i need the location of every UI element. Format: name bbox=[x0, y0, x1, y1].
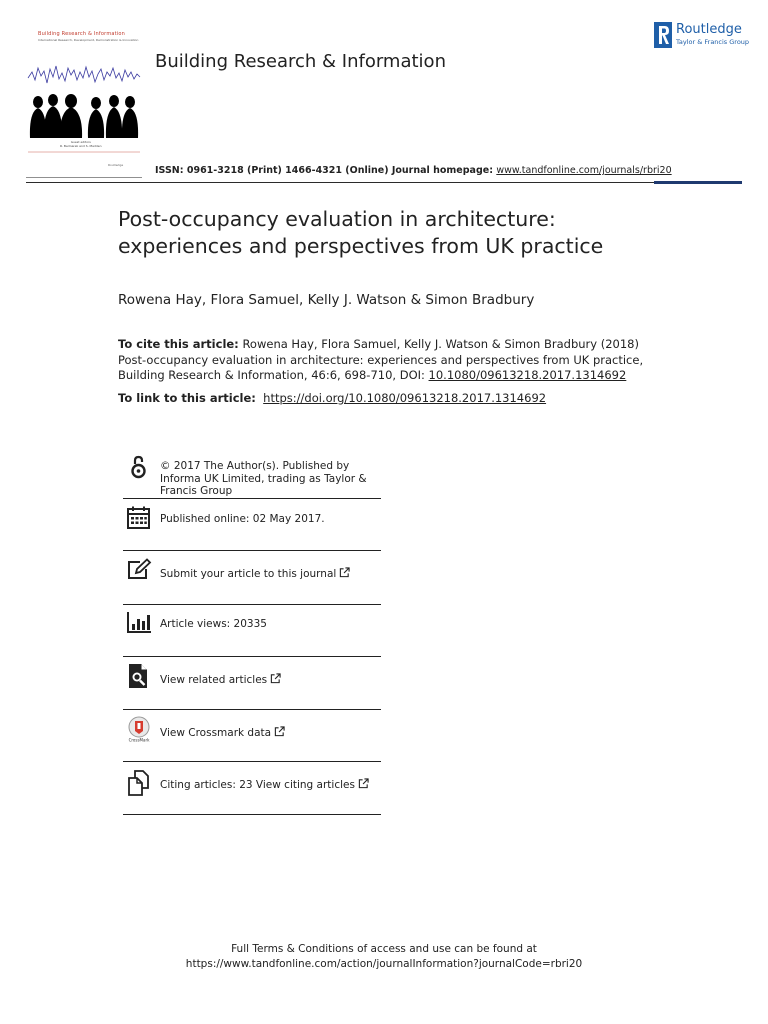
crossmark-row[interactable] bbox=[123, 710, 381, 762]
header-divider bbox=[26, 182, 654, 183]
submit-article-row[interactable] bbox=[123, 552, 381, 605]
cover-publisher: Routledge bbox=[108, 163, 124, 167]
cover-editors bbox=[60, 140, 102, 148]
svg-text:CrossMark: CrossMark bbox=[128, 737, 150, 742]
external-link-icon bbox=[339, 567, 350, 578]
link-label: To link to this article: bbox=[118, 391, 256, 405]
citation-block bbox=[118, 337, 658, 384]
open-access-icon bbox=[126, 454, 152, 480]
article-doi-link[interactable]: https://doi.org/10.1080/09613218.2017.1314692 bbox=[263, 391, 547, 405]
terms-footer-text: Full Terms & Conditions of access and use can be found at bbox=[231, 943, 537, 955]
row-divider bbox=[123, 550, 381, 551]
cite-text: Rowena Hay, Flora Samuel, Kelly J. Watson & Simon Bradbury (2018) Post-occupancy evaluation in architecture: experiences and perspectives from UK practice, Building Research & Information, 46:6, 698-710, DOI: bbox=[118, 337, 644, 382]
routledge-logo-icon bbox=[654, 22, 672, 48]
cover-editors-label: Guest editors bbox=[70, 140, 91, 144]
terms-footer-url[interactable]: https://www.tandfonline.com/action/journalInformation?journalCode=rbri20 bbox=[185, 958, 583, 970]
calendar-icon bbox=[126, 505, 152, 531]
crossmark-icon bbox=[126, 716, 152, 742]
cite-doi-link[interactable]: 10.1080/09613218.2017.1314692 bbox=[428, 368, 627, 382]
citing-articles-link[interactable]: Citing articles: 23 View citing articles bbox=[160, 779, 355, 791]
article-link-line bbox=[118, 391, 546, 405]
open-access-row bbox=[123, 452, 381, 500]
external-link-icon bbox=[274, 726, 285, 737]
edit-icon bbox=[126, 558, 152, 584]
article-views-row bbox=[123, 605, 381, 657]
external-link-icon bbox=[270, 673, 281, 684]
terms-footer bbox=[0, 942, 768, 972]
issn-line bbox=[155, 165, 672, 176]
routledge-brand-subtitle: Taylor & Francis Group bbox=[676, 38, 750, 46]
journal-name: Building Research & Information bbox=[155, 51, 446, 72]
open-access-text: © 2017 The Author(s). Published by Informa UK Limited, trading as Taylor & Francis Group bbox=[160, 460, 367, 497]
submit-article-link[interactable]: Submit your article to this journal bbox=[160, 568, 337, 580]
routledge-brand-name: Routledge bbox=[676, 22, 742, 37]
journal-cover-image bbox=[26, 28, 142, 178]
cover-journal-title: Building Research & Information bbox=[38, 31, 126, 37]
article-title: Post-occupancy evaluation in architecture: experiences and perspectives from UK practice bbox=[118, 207, 604, 258]
cite-label: To cite this article: bbox=[118, 337, 239, 351]
bar-chart-icon bbox=[126, 610, 152, 636]
related-articles-link[interactable]: View related articles bbox=[160, 674, 268, 686]
row-divider bbox=[123, 814, 381, 815]
citing-documents-icon bbox=[126, 770, 152, 796]
article-views-text: Article views: 20335 bbox=[160, 618, 267, 630]
related-articles-row[interactable] bbox=[123, 657, 381, 710]
cover-journal-subtitle: International Research, Development, Demonstration & Innovation bbox=[38, 38, 139, 42]
journal-homepage-link[interactable]: www.tandfonline.com/journals/rbri20 bbox=[496, 165, 672, 176]
search-document-icon bbox=[126, 663, 152, 689]
issn-text: ISSN: 0961-3218 (Print) 1466-4321 (Online) Journal homepage: bbox=[155, 165, 497, 176]
published-text: Published online: 02 May 2017. bbox=[160, 513, 325, 525]
citing-articles-row[interactable] bbox=[123, 762, 381, 816]
header-accent-divider bbox=[654, 181, 742, 184]
crossmark-link[interactable]: View Crossmark data bbox=[160, 727, 272, 739]
published-row bbox=[123, 500, 381, 552]
row-divider bbox=[123, 498, 381, 499]
external-link-icon bbox=[358, 778, 369, 789]
article-authors: Rowena Hay, Flora Samuel, Kelly J. Watson & Simon Bradbury bbox=[118, 292, 535, 308]
cover-editors-names: R. Bednarek and S. Madden bbox=[60, 144, 102, 148]
